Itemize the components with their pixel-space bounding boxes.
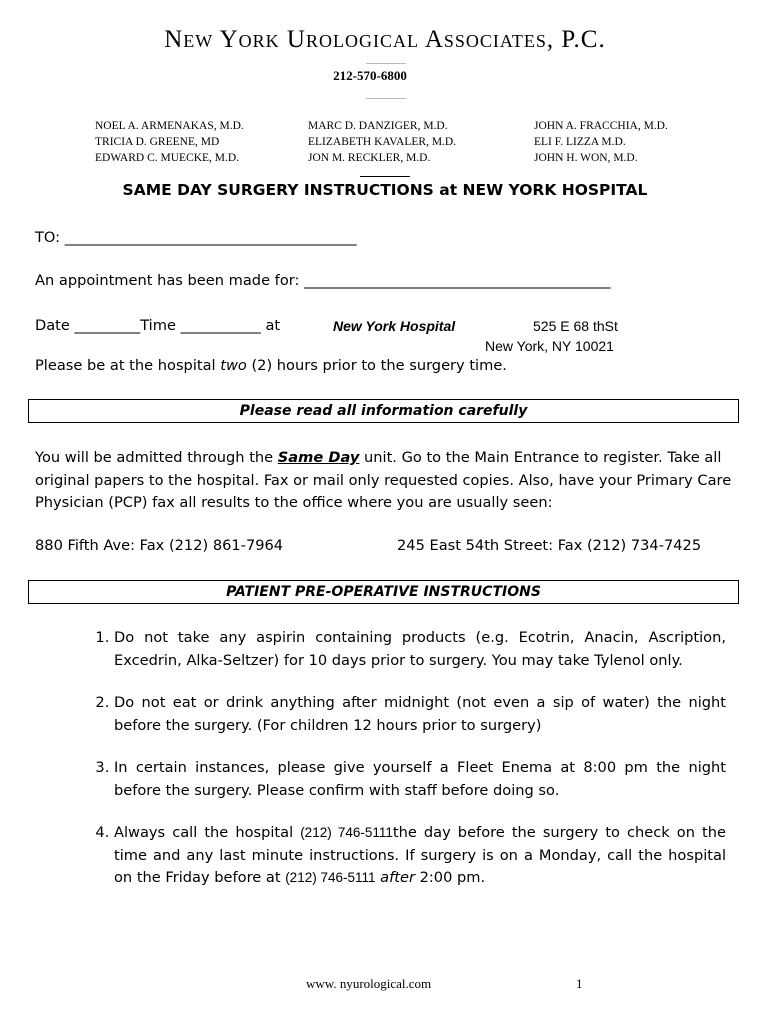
doctor-name: MARC D. DANZIGER, M.D. bbox=[308, 120, 448, 132]
firm-name: New York Urological Associates, P.C. bbox=[164, 26, 606, 53]
instruction-text: Do not take any aspirin containing products (e.g. Ecotrin, Anacin, Ascription, Excedrin, Alka-Seltzer) for 10 days prior to surgery. You may take Tylenol only. bbox=[114, 629, 726, 669]
admission-text: unit. Go to the Main Entrance to register. Take all original papers to the hospital. Fax or mail only requested copies. Also, have your Primary Care Physician (PCP) fax all results to the office where you are usually seen: bbox=[35, 449, 732, 511]
instruction-item bbox=[114, 627, 726, 672]
doctor-name: ELI F. LIZZA M.D. bbox=[534, 136, 626, 148]
hospital-phone: (212) 746-5111 bbox=[285, 870, 376, 885]
to-blank: ________________________________________ bbox=[64, 229, 357, 246]
appointment-label: An appointment has been made for: bbox=[35, 272, 305, 289]
preop-instructions-box: PATIENT PRE-OPERATIVE INSTRUCTIONS bbox=[28, 580, 739, 604]
instruction-text: Always call the hospital bbox=[114, 824, 301, 841]
to-label: TO: bbox=[35, 229, 65, 246]
admission-text: You will be admitted through the bbox=[35, 449, 278, 466]
doctor-name: JOHN H. WON, M.D. bbox=[534, 152, 638, 164]
instruction-item bbox=[114, 757, 726, 802]
doctor-name: NOEL A. ARMENAKAS, M.D. bbox=[95, 120, 244, 132]
read-carefully-box: Please read all information carefully bbox=[28, 399, 739, 423]
divider bbox=[366, 63, 406, 64]
doctor-name: TRICIA D. GREENE, MD bbox=[95, 136, 220, 148]
doctor-column-3 bbox=[534, 118, 668, 166]
time-blank: ___________ bbox=[180, 317, 261, 334]
document-title: SAME DAY SURGERY INSTRUCTIONS at NEW YORK HOSPITAL bbox=[122, 181, 648, 199]
doctor-name: JOHN A. FRACCHIA, M.D. bbox=[534, 120, 668, 132]
fax-east-54th: 245 East 54th Street: Fax (212) 734-7425 bbox=[397, 537, 702, 554]
after-emphasis: after bbox=[380, 869, 415, 886]
time-label: Time bbox=[140, 317, 181, 334]
doctor-name: EDWARD C. MUECKE, M.D. bbox=[95, 152, 240, 164]
at-label: at bbox=[260, 317, 281, 334]
date-label: Date bbox=[35, 317, 75, 334]
same-day-emphasis: Same Day bbox=[277, 449, 360, 466]
instruction-item bbox=[114, 822, 726, 890]
admission-paragraph bbox=[35, 447, 735, 515]
hospital-phone: (212) 746-5111 bbox=[300, 825, 393, 840]
hospital-address-line1: 525 E 68 thSt bbox=[533, 318, 618, 334]
hospital-name: New York Hospital bbox=[333, 318, 456, 334]
arrival-instruction bbox=[35, 357, 507, 374]
doctor-name: ELIZABETH KAVALER, M.D. bbox=[308, 136, 457, 148]
hospital-address-line2: New York, NY 10021 bbox=[485, 338, 614, 354]
instruction-text: the day before the surgery to check on the time and any last minute instructions. If surgery is on a Monday, call the hospital on the Friday before at bbox=[114, 824, 726, 886]
divider bbox=[360, 176, 410, 177]
appointment-blank: __________________________________________ bbox=[304, 272, 611, 289]
arrival-text: (2) hours prior to the surgery time. bbox=[246, 357, 507, 374]
appointment-line bbox=[35, 272, 611, 289]
date-time-line bbox=[35, 317, 280, 334]
footer-website: www. nyurological.com bbox=[306, 976, 432, 991]
to-line bbox=[35, 229, 357, 246]
instruction-text: In certain instances, please give yourself a Fleet Enema at 8:00 pm the night before the surgery. Please confirm with staff before doing so. bbox=[114, 759, 726, 799]
arrival-emphasis: two bbox=[220, 357, 247, 374]
doctor-column-2 bbox=[308, 118, 456, 166]
fax-fifth-ave: 880 Fifth Ave: Fax (212) 861-7964 bbox=[35, 537, 284, 554]
page-number: 1 bbox=[576, 976, 583, 991]
doctor-name: JON M. RECKLER, M.D. bbox=[308, 152, 431, 164]
date-blank: _________ bbox=[74, 317, 141, 334]
instruction-text: 2:00 pm. bbox=[414, 869, 486, 886]
instruction-text: Do not eat or drink anything after midnight (not even a sip of water) the night before the surgery. (For children 12 hours prior to surgery) bbox=[114, 694, 726, 734]
arrival-text: Please be at the hospital bbox=[35, 357, 221, 374]
instruction-item bbox=[114, 692, 726, 737]
doctor-column-1 bbox=[95, 118, 244, 166]
divider bbox=[366, 98, 406, 99]
instructions-list bbox=[62, 627, 726, 910]
office-phone: 212-570-6800 bbox=[333, 68, 407, 83]
